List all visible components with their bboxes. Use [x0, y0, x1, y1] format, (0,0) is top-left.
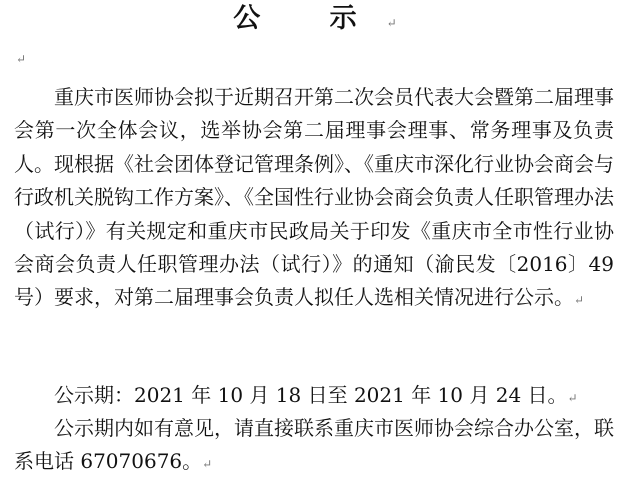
- paragraph-mark-icon: ↵: [202, 457, 213, 472]
- paragraph-text: 重庆市医师协会拟于近期召开第二次会员代表大会暨第二届理事会第一次全体会议，选举协会第二届理事会理事、常务理事及负责人。现根据《社会团体登记管理条例》、《重庆市深化行业协会商会与行政机关脱钩工作方案》、《全国性行业协会商会负责人任职管理办法（试行）》有关规定和重庆市民政局关于印发《重庆市全市性行业协会商会负责人任职管理办法（试行）》的通知（渝民发〔2016〕49号）要求，对第二届理事会负责人拟任人选相关情况进行公示。: [14, 85, 614, 310]
- paragraph-mark-icon: ↵: [567, 391, 578, 405]
- announcement-paragraph: [14, 81, 614, 318]
- paragraph-text: 公示期内如有意见，请直接联系重庆市医师协会综合办公室，联系电话 67070676。: [14, 416, 614, 474]
- contact-paragraph: [14, 412, 614, 482]
- paragraph-mark-icon: ↵: [386, 16, 397, 30]
- page-title: [0, 2, 630, 40]
- publicity-period-paragraph: [14, 379, 614, 415]
- paragraph-text: 公示期：2021 年 10 月 18 日至 2021 年 10 月 24 日。: [54, 383, 568, 407]
- paragraph-mark-icon: ↵: [574, 293, 585, 308]
- title-text: 公 示: [233, 3, 387, 34]
- paragraph-mark-icon: ↵: [16, 52, 27, 66]
